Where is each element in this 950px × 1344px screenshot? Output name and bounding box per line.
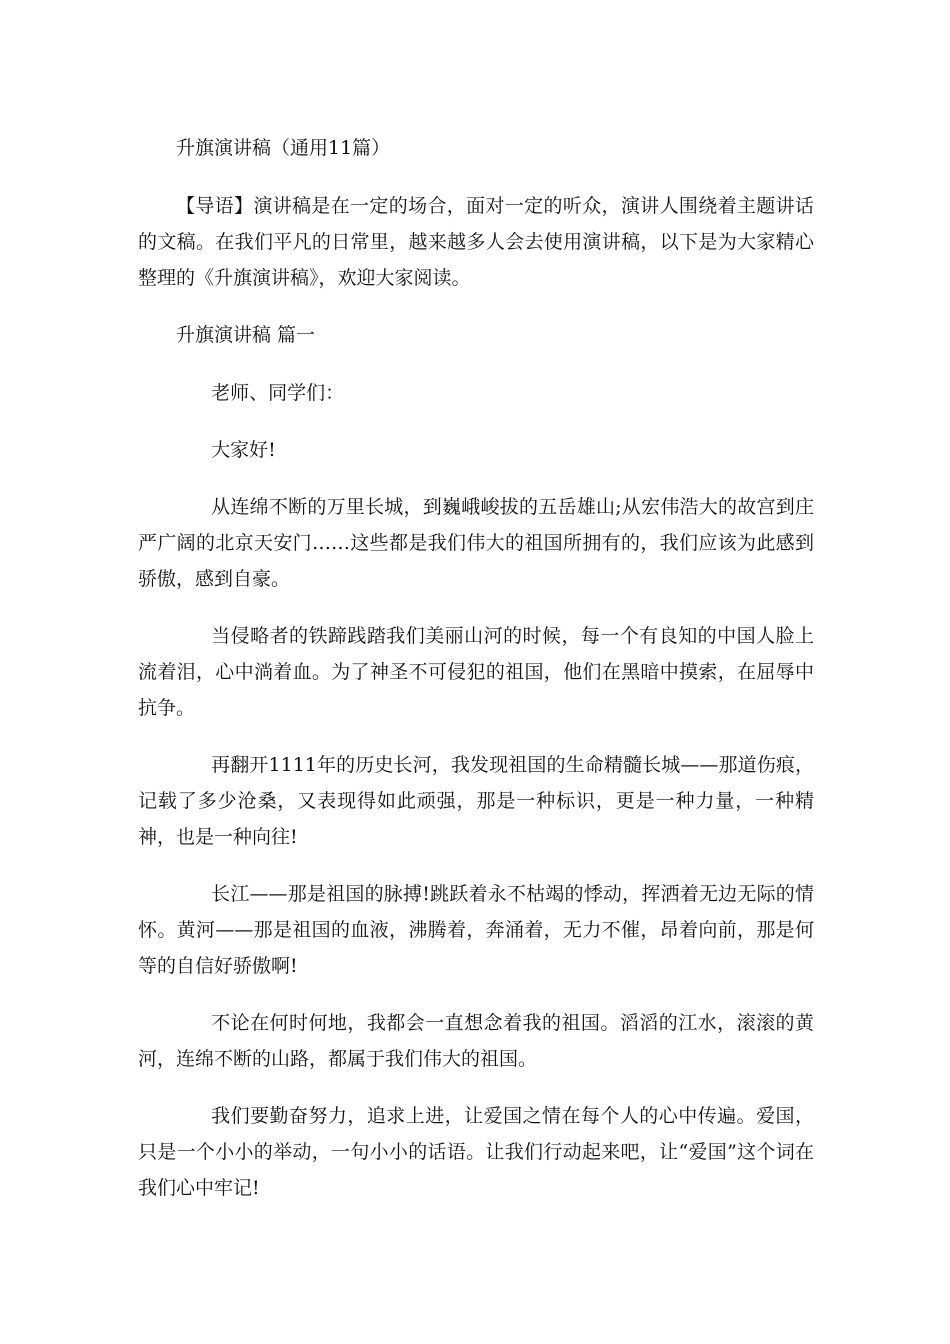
salutation: 老师、同学们： [211,382,345,404]
body-paragraph: 长江——那是祖国的脉搏!跳跃着永不枯竭的悸动，挥洒着无边无际的情怀。黄河——那是祖国的血液，沸腾着，奔涌着，无力不催，昂着向前，那是何等的自信好骄傲啊! [138,883,814,977]
body-paragraph: 当侵略者的铁蹄践踏我们美丽山河的时候，每一个有良知的中国人脸上流着泪，心中淌着血。为了神圣不可侵犯的祖国，他们在黑暗中摸索，在屈辱中抗争。 [138,625,814,719]
body-paragraph: 再翻开1111年的历史长河，我发现祖国的生命精髓长城——那道伤痕，记载了多少沧桑，又表现得如此顽强，那是一种标识，更是一种力量，一种精神，也是一种向往! [138,754,814,848]
body-paragraph: 我们要勤奋努力，追求上进，让爱国之情在每个人的心中传遍。爱国，只是一个小小的举动，一句小小的话语。让我们行动起来吧，让“爱国”这个词在我们心中牢记! [138,1105,814,1199]
greeting: 大家好! [211,439,276,461]
body-paragraph: 不论在何时何地，我都会一直想念着我的祖国。滔滔的江水，滚滚的黄河，连绵不断的山路，都属于我们伟大的祖国。 [138,1012,814,1070]
document-title: 升旗演讲稿（通用11篇） [176,137,391,159]
body-paragraph: 从连绵不断的万里长城，到巍峨峻拔的五岳雄山;从宏伟浩大的故宫到庄严广阔的北京天安门……这些都是我们伟大的祖国所拥有的，我们应该为此感到骄傲，感到自豪。 [138,496,814,590]
intro-paragraph: 【导语】演讲稿是在一定的场合，面对一定的听众，演讲人围绕着主题讲话的文稿。在我们平凡的日常里，越来越多人会去使用演讲稿，以下是为大家精心整理的《升旗演讲稿》，欢迎大家阅读。 [138,195,814,289]
document-body [138,130,814,1227]
section-heading: 升旗演讲稿 篇一 [176,324,316,346]
